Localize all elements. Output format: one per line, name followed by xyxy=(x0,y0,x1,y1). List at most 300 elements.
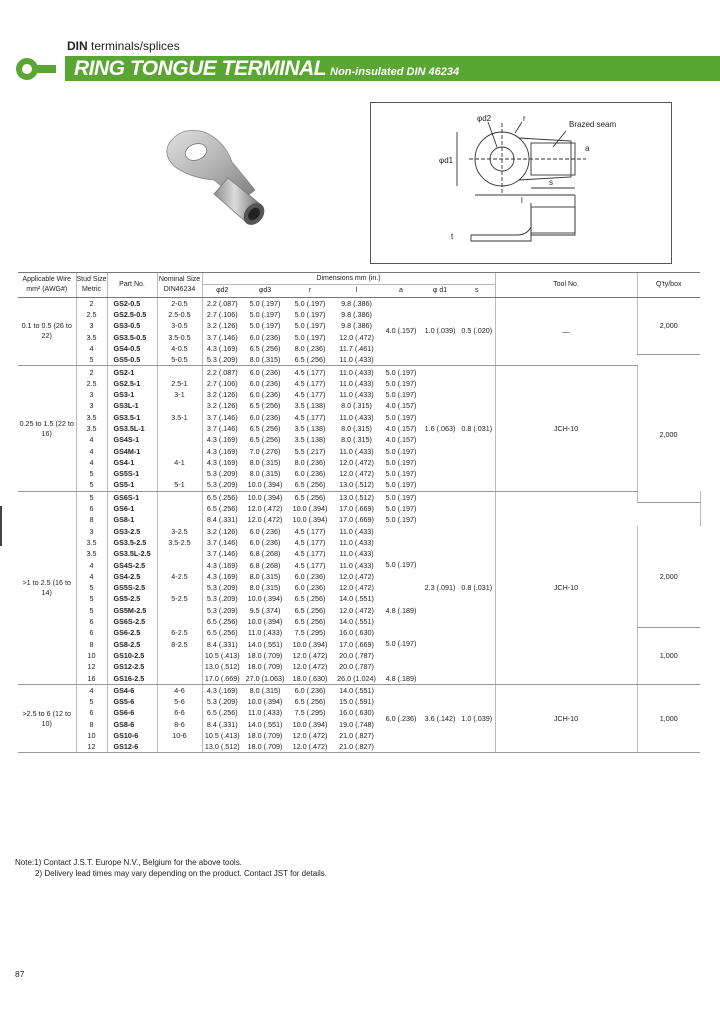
r-cell: 10.0 (.394) xyxy=(292,719,328,729)
tool-number-cell: JCH-10 xyxy=(495,491,637,684)
d2-cell: 8.4 (.331) xyxy=(202,639,242,650)
l-cell: 14.0 (.551) xyxy=(339,617,374,627)
l-cell: 11.0 (.433) xyxy=(332,354,381,366)
a-cell: 5.0 (.197) xyxy=(385,412,417,422)
nominal-size-cell xyxy=(157,503,202,514)
col-l: l xyxy=(332,285,381,297)
stud-size-cell: 8 xyxy=(76,639,107,650)
r-cell: 10.0 (.394) xyxy=(292,504,328,514)
d2-cell: 2.2 (.087) xyxy=(202,297,242,309)
part-number-cell: GS5M-2.5 xyxy=(107,605,157,616)
qty-cell: 1,000 xyxy=(637,684,700,753)
s-cell: 0.8 (.031) xyxy=(459,491,495,684)
nominal-size-cell: 5-1 xyxy=(157,479,202,491)
nominal-size-cell: 2-0.5 xyxy=(157,297,202,309)
l-cell: 11.0 (.433) xyxy=(339,390,374,400)
r-cell: 6.0 (.236) xyxy=(294,571,326,581)
nominal-size-cell: 5-6 xyxy=(157,696,202,707)
col-d1: φ d1 xyxy=(421,285,459,297)
a-cell: 6.0 (.236) xyxy=(381,684,421,753)
l-cell: 14.0 (.551) xyxy=(339,594,374,604)
d3-cell: 18.0 (.709) xyxy=(247,662,283,672)
d3-cell: 14.0 (.551) xyxy=(247,639,283,649)
r-cell: 4.5 (.177) xyxy=(294,390,326,400)
label-r: r xyxy=(523,114,526,123)
part-number-cell: GS6-6 xyxy=(107,707,157,718)
d1-cell: 2.3 (.091) xyxy=(421,491,459,684)
d3-cell: 9.5 (.374) xyxy=(249,605,281,615)
l-cell: 17.0 (.669) xyxy=(339,504,374,514)
d3-cell: 18.0 (.709) xyxy=(242,741,288,753)
l-cell: 11.0 (.433) xyxy=(339,367,374,377)
a-cell: 5.0 (.197) xyxy=(385,390,417,400)
d2-cell: 3.7 (.146) xyxy=(202,548,242,559)
ring-terminal-icon xyxy=(14,56,60,82)
r-cell: 6.5 (.256) xyxy=(294,697,326,707)
d2-cell: 5.3 (.209) xyxy=(202,593,242,604)
d2-cell: 3.2 (.126) xyxy=(202,320,242,331)
part-number-cell: GS3-2.5 xyxy=(107,526,157,537)
r-cell: 3.5 (.138) xyxy=(294,435,326,445)
part-number-cell: GS5-6 xyxy=(107,696,157,707)
d3-cell: 6.5 (.256) xyxy=(249,435,281,445)
d2-cell: 5.3 (.209) xyxy=(202,696,242,707)
d3-cell: 8.0 (.315) xyxy=(242,354,288,366)
nominal-size-cell xyxy=(157,445,202,456)
l-cell: 20.0 (.787) xyxy=(339,650,374,660)
l-cell: 11.0 (.433) xyxy=(339,378,374,388)
l-cell: 15.0 (.591) xyxy=(339,697,374,707)
r-cell: 18.0 (.630) xyxy=(288,672,332,684)
wire-size-cell: 0.25 to 1.5 (22 to 16) xyxy=(18,366,76,491)
r-cell: 5.0 (.197) xyxy=(294,321,326,331)
r-cell: 5.0 (.197) xyxy=(294,310,326,320)
r-cell: 12.0 (.472) xyxy=(292,662,328,672)
note-2: 2) Delivery lead times may vary depending on the product. Contact JST for details. xyxy=(35,869,327,878)
note-1: Note:1) Contact J.S.T. Europe N.V., Belgium for the above tools. xyxy=(15,858,242,867)
l-cell: 12.0 (.472) xyxy=(339,583,374,593)
l-cell: 11.0 (.433) xyxy=(339,549,374,559)
page-title: RING TONGUE TERMINAL Non-insulated DIN 46234 xyxy=(74,57,460,80)
nominal-size-cell: 8-6 xyxy=(157,719,202,730)
r-cell: 12.0 (.472) xyxy=(292,731,328,741)
nominal-size-cell: 3-0.5 xyxy=(157,320,202,331)
stud-size-cell: 10 xyxy=(76,730,107,741)
stud-size-cell: 4 xyxy=(76,571,107,582)
nominal-size-cell xyxy=(157,434,202,445)
d2-cell: 8.4 (.331) xyxy=(202,719,242,730)
d2-cell: 2.7 (.106) xyxy=(202,309,242,320)
wire-size-cell: >2.5 to 6 (12 to 10) xyxy=(18,684,76,753)
r-cell: 12.0 (.472) xyxy=(292,650,328,660)
d2-cell: 3.7 (.146) xyxy=(202,331,242,342)
tool-number-cell: — xyxy=(495,297,637,366)
part-number-cell: GS4-1 xyxy=(107,457,157,468)
d3-cell: 8.0 (.315) xyxy=(249,685,281,695)
col-d2: φd2 xyxy=(202,285,242,297)
r-cell: 6.5 (.256) xyxy=(288,354,332,366)
part-number-cell: GS3.5-2.5 xyxy=(107,537,157,548)
nominal-size-cell xyxy=(157,616,202,627)
l-cell: 21.0 (.827) xyxy=(339,731,374,741)
part-number-cell: GS16-2.5 xyxy=(107,672,157,684)
d2-cell: 2.7 (.106) xyxy=(202,378,242,389)
l-cell: 12.0 (.472) xyxy=(339,571,374,581)
d2-cell: 10.5 (.413) xyxy=(202,730,242,741)
nominal-size-cell: 4-0.5 xyxy=(157,343,202,354)
l-cell: 9.8 (.386) xyxy=(341,298,372,308)
nominal-size-cell: 3.5-2.5 xyxy=(157,537,202,548)
a-cell: 4.0 (.157) xyxy=(385,424,417,433)
d3-cell: 18.0 (.709) xyxy=(247,650,283,660)
d2-cell: 5.3 (.209) xyxy=(202,582,242,593)
stud-size-cell: 8 xyxy=(76,514,107,525)
d2-cell: 4.3 (.169) xyxy=(202,457,242,468)
nominal-size-cell: 8-2.5 xyxy=(157,639,202,650)
nominal-size-cell xyxy=(157,468,202,479)
d3-cell: 10.0 (.394) xyxy=(247,697,283,707)
table-row xyxy=(18,297,700,309)
l-cell: 16.0 (.630) xyxy=(339,628,374,638)
d2-cell: 2.2 (.087) xyxy=(202,366,242,378)
d3-cell: 6.5 (.256) xyxy=(249,343,281,353)
d1-cell: 1.6 (.063) xyxy=(421,366,459,491)
nominal-size-cell: 4-2.5 xyxy=(157,571,202,582)
r-cell: 8.0 (.236) xyxy=(294,343,326,353)
a-cell: 5.0 (.197) xyxy=(385,639,417,649)
label-d1: φd1 xyxy=(439,156,454,165)
r-cell: 6.5 (.256) xyxy=(294,594,326,604)
d3-cell: 6.8 (.268) xyxy=(249,560,281,570)
qty-cell: 1,000 xyxy=(637,627,700,684)
nominal-size-cell xyxy=(157,650,202,661)
d3-cell: 8.0 (.315) xyxy=(249,571,281,581)
l-cell: 12.0 (.472) xyxy=(339,332,374,342)
stud-size-cell: 6 xyxy=(76,503,107,514)
part-number-cell: GS2-0.5 xyxy=(107,297,157,309)
a-cell: 5.0 (.197) xyxy=(385,457,417,467)
footnotes xyxy=(15,857,327,879)
d3-cell: 6.0 (.236) xyxy=(249,332,281,342)
stud-size-cell: 2.5 xyxy=(76,309,107,320)
part-number-cell: GS5-0.5 xyxy=(107,354,157,366)
nominal-size-cell xyxy=(157,514,202,525)
nominal-size-cell: 3-2.5 xyxy=(157,526,202,537)
col-s: s xyxy=(459,285,495,297)
d3-cell: 11.0 (.433) xyxy=(247,628,283,638)
d2-cell: 6.5 (.256) xyxy=(202,627,242,638)
d2-cell: 5.3 (.209) xyxy=(202,354,242,366)
stud-size-cell: 16 xyxy=(76,672,107,684)
r-cell: 4.5 (.177) xyxy=(294,549,326,559)
l-cell: 12.0 (.472) xyxy=(339,469,374,479)
stud-size-cell: 12 xyxy=(76,661,107,672)
part-number-cell: GS4-6 xyxy=(107,684,157,696)
part-number-cell: GS5-1 xyxy=(107,479,157,491)
part-number-cell: GS8-6 xyxy=(107,719,157,730)
r-cell: 6.5 (.256) xyxy=(294,605,326,615)
tool-number-cell: JCH-10 xyxy=(495,684,637,753)
a-cell: 5.0 (.197) xyxy=(385,367,417,377)
a-cell: 5.0 (.197) xyxy=(385,515,417,525)
a-cell: 5.0 (.197) xyxy=(385,504,417,514)
qty-cell: 2,000 xyxy=(637,297,700,354)
r-cell: 4.5 (.177) xyxy=(294,560,326,570)
r-cell: 5.5 (.217) xyxy=(294,446,326,456)
d2-cell: 13.0 (.512) xyxy=(202,741,242,753)
r-cell: 6.5 (.256) xyxy=(288,479,332,491)
nominal-size-cell xyxy=(157,400,202,411)
stud-size-cell: 5 xyxy=(76,491,107,503)
part-number-cell: GS4S-1 xyxy=(107,434,157,445)
d3-cell: 6.5 (.256) xyxy=(249,401,281,411)
col-stud-size: Stud Size Metric xyxy=(76,273,107,298)
d2-cell: 10.5 (.413) xyxy=(202,650,242,661)
d3-cell: 7.0 (.276) xyxy=(249,446,281,456)
table-row xyxy=(18,684,700,696)
a-cell: 4.8 (.189) xyxy=(385,605,417,615)
stud-size-cell: 3 xyxy=(76,526,107,537)
stud-size-cell: 4 xyxy=(76,559,107,570)
d3-cell: 8.0 (.315) xyxy=(249,469,281,479)
nominal-size-cell xyxy=(157,661,202,672)
r-cell: 5.0 (.197) xyxy=(294,332,326,342)
d3-cell: 5.0 (.197) xyxy=(249,298,281,308)
stud-size-cell: 3.5 xyxy=(76,548,107,559)
r-cell: 5.0 (.197) xyxy=(294,298,326,308)
d2-cell: 4.3 (.169) xyxy=(202,571,242,582)
margin-mark xyxy=(0,506,2,546)
col-tool-no: Tool No. xyxy=(495,273,637,298)
d3-cell: 12.0 (.472) xyxy=(247,504,283,514)
stud-size-cell: 5 xyxy=(76,593,107,604)
nominal-size-cell xyxy=(157,491,202,503)
d2-cell: 3.7 (.146) xyxy=(202,412,242,423)
qty-cell: 2,000 xyxy=(637,366,700,503)
s-cell: 0.8 (.031) xyxy=(459,366,495,491)
part-number-cell: GS12-6 xyxy=(107,741,157,753)
col-dimensions: Dimensions mm (in.) xyxy=(202,273,495,285)
d3-cell: 5.0 (.197) xyxy=(249,310,281,320)
l-cell: 14.0 (.551) xyxy=(339,685,374,695)
r-cell: 4.5 (.177) xyxy=(294,378,326,388)
d2-cell: 3.2 (.126) xyxy=(202,389,242,400)
col-nominal-size: Nominal Size DIN46234 xyxy=(157,273,202,298)
d3-cell: 6.0 (.236) xyxy=(249,390,281,400)
page-number: 87 xyxy=(15,969,25,979)
nominal-size-cell: 5-0.5 xyxy=(157,354,202,366)
part-number-cell: GS8-2.5 xyxy=(107,639,157,650)
l-cell: 11.7 (.461) xyxy=(339,343,374,353)
stud-size-cell: 3 xyxy=(76,400,107,411)
l-cell: 11.0 (.433) xyxy=(339,526,374,536)
d3-cell: 6.5 (.256) xyxy=(249,424,281,433)
r-cell: 7.5 (.295) xyxy=(294,628,326,638)
nominal-size-cell: 6-6 xyxy=(157,707,202,718)
l-cell: 8.0 (.315) xyxy=(341,424,372,433)
a-cell: 5.0 (.197) xyxy=(381,479,421,491)
nominal-size-cell: 10-6 xyxy=(157,730,202,741)
wire-size-cell: >1 to 2.5 (16 to 14) xyxy=(18,491,76,684)
stud-size-cell: 6 xyxy=(76,616,107,627)
product-photo xyxy=(160,122,285,232)
d2-cell: 6.5 (.256) xyxy=(202,503,242,514)
stud-size-cell: 5 xyxy=(76,479,107,491)
d2-cell: 5.3 (.209) xyxy=(202,468,242,479)
stud-size-cell: 3.5 xyxy=(76,412,107,423)
spec-table xyxy=(18,272,700,753)
part-number-cell: GS2-1 xyxy=(107,366,157,378)
d1-cell: 3.6 (.142) xyxy=(421,684,459,753)
a-cell: 5.0 (.197) xyxy=(385,446,417,456)
category-label: DIN terminals/splices xyxy=(67,39,180,53)
r-cell: 10.0 (.394) xyxy=(292,639,328,649)
r-cell: 4.5 (.177) xyxy=(294,412,326,422)
r-cell: 6.5 (.256) xyxy=(294,492,326,502)
r-cell: 6.5 (.256) xyxy=(294,617,326,627)
page-subtitle: Non-insulated DIN 46234 xyxy=(330,66,460,78)
d3-cell: 10.0 (.394) xyxy=(247,492,283,502)
stud-size-cell: 3.5 xyxy=(76,537,107,548)
part-number-cell: GS6-2.5 xyxy=(107,627,157,638)
a-cell: 5.0 (.197) xyxy=(385,378,417,388)
col-applicable-wire: Applicable Wire mm² (AWG#) xyxy=(18,273,76,298)
nominal-size-cell: 3-1 xyxy=(157,389,202,400)
col-d3: φd3 xyxy=(242,285,288,297)
l-cell: 11.0 (.433) xyxy=(339,412,374,422)
stud-size-cell: 4 xyxy=(76,434,107,445)
nominal-size-cell xyxy=(157,559,202,570)
d2-cell: 3.2 (.126) xyxy=(202,400,242,411)
table-row xyxy=(18,366,700,378)
d3-cell: 14.0 (.551) xyxy=(247,719,283,729)
d3-cell: 18.0 (.709) xyxy=(247,731,283,741)
l-cell: 9.8 (.386) xyxy=(341,310,372,320)
d1-cell: 1.0 (.039) xyxy=(421,297,459,366)
part-number-cell: GS4-0.5 xyxy=(107,343,157,354)
a-cell: 5.0 (.197) xyxy=(385,492,417,502)
part-number-cell: GS3-1 xyxy=(107,389,157,400)
a-cell: 4.8 (.189) xyxy=(381,672,421,684)
d2-cell: 4.3 (.169) xyxy=(202,434,242,445)
d2-cell: 5.3 (.209) xyxy=(202,479,242,491)
col-part-no: Part No. xyxy=(107,273,157,298)
stud-size-cell: 6 xyxy=(76,707,107,718)
d3-cell: 5.0 (.197) xyxy=(249,321,281,331)
nominal-size-cell: 2.5-1 xyxy=(157,378,202,389)
d2-cell: 4.3 (.169) xyxy=(202,559,242,570)
part-number-cell: GS3.5L-1 xyxy=(107,423,157,434)
d3-cell: 12.0 (.472) xyxy=(247,515,283,525)
stud-size-cell: 3.5 xyxy=(76,423,107,434)
nominal-size-cell xyxy=(157,548,202,559)
part-number-cell: GS8-1 xyxy=(107,514,157,525)
a-cell: 4.0 (.157) xyxy=(381,297,421,366)
label-l: l xyxy=(521,196,523,205)
stud-size-cell: 5 xyxy=(76,696,107,707)
d2-cell: 6.5 (.256) xyxy=(202,707,242,718)
nominal-size-cell xyxy=(157,741,202,753)
stud-size-cell: 3.5 xyxy=(76,331,107,342)
d3-cell: 10.0 (.394) xyxy=(247,617,283,627)
d2-cell: 8.4 (.331) xyxy=(202,514,242,525)
l-cell: 11.0 (.433) xyxy=(339,560,374,570)
r-cell: 4.5 (.177) xyxy=(294,367,326,377)
dimension-drawing xyxy=(370,102,672,264)
r-cell: 6.0 (.236) xyxy=(294,583,326,593)
nominal-size-cell xyxy=(157,605,202,616)
a-cell: 4.0 (.157) xyxy=(385,435,417,445)
part-number-cell: GS2.5-0.5 xyxy=(107,309,157,320)
part-number-cell: GS3L-1 xyxy=(107,400,157,411)
d2-cell: 13.0 (.512) xyxy=(202,661,242,672)
d2-cell: 3.2 (.126) xyxy=(202,526,242,537)
part-number-cell: GS5S-1 xyxy=(107,468,157,479)
d3-cell: 6.8 (.268) xyxy=(249,549,281,559)
part-number-cell: GS6S-2.5 xyxy=(107,616,157,627)
r-cell: 4.5 (.177) xyxy=(294,526,326,536)
r-cell: 8.0 (.236) xyxy=(294,457,326,467)
stud-size-cell: 10 xyxy=(76,650,107,661)
stud-size-cell: 5 xyxy=(76,468,107,479)
stud-size-cell: 3 xyxy=(76,320,107,331)
d3-cell: 6.0 (.236) xyxy=(249,526,281,536)
l-cell: 20.0 (.787) xyxy=(339,662,374,672)
part-number-cell: GS5-2.5 xyxy=(107,593,157,604)
part-number-cell: GS6S-1 xyxy=(107,491,157,503)
stud-size-cell: 4 xyxy=(76,684,107,696)
nominal-size-cell xyxy=(157,582,202,593)
l-cell: 17.0 (.669) xyxy=(339,515,374,525)
d3-cell: 8.0 (.315) xyxy=(249,457,281,467)
l-cell: 12.0 (.472) xyxy=(339,457,374,467)
d3-cell: 10.0 (.394) xyxy=(242,479,288,491)
part-number-cell: GS3.5-1 xyxy=(107,412,157,423)
part-number-cell: GS3-0.5 xyxy=(107,320,157,331)
l-cell: 11.0 (.433) xyxy=(339,446,374,456)
d2-cell: 4.3 (.169) xyxy=(202,343,242,354)
qty-cell: 2,000 xyxy=(637,526,700,628)
a-cell: 5.0 (.197) xyxy=(385,469,417,479)
r-cell: 6.0 (.236) xyxy=(294,685,326,695)
l-cell: 13.0 (.512) xyxy=(332,479,381,491)
d2-cell: 4.3 (.169) xyxy=(202,684,242,696)
nominal-size-cell xyxy=(157,423,202,434)
part-number-cell: GS4M-1 xyxy=(107,445,157,456)
d3-cell: 6.0 (.236) xyxy=(249,367,281,377)
r-cell: 10.0 (.394) xyxy=(292,515,328,525)
r-cell: 6.0 (.236) xyxy=(294,469,326,479)
part-number-cell: GS4-2.5 xyxy=(107,571,157,582)
stud-size-cell: 6 xyxy=(76,627,107,638)
r-cell: 3.5 (.138) xyxy=(294,424,326,433)
stud-size-cell: 4 xyxy=(76,343,107,354)
d3-cell: 6.0 (.236) xyxy=(249,412,281,422)
wire-size-cell: 0.1 to 0.5 (26 to 22) xyxy=(18,297,76,366)
l-cell: 11.0 (.433) xyxy=(339,537,374,547)
nominal-size-cell: 3.5-0.5 xyxy=(157,331,202,342)
d2-cell: 17.0 (.669) xyxy=(202,672,242,684)
label-s: s xyxy=(549,178,553,187)
label-a: a xyxy=(585,144,590,153)
d2-cell: 4.3 (.169) xyxy=(202,445,242,456)
nominal-size-cell: 4-1 xyxy=(157,457,202,468)
d3-cell: 6.0 (.236) xyxy=(249,537,281,547)
label-d2: φd2 xyxy=(477,114,492,123)
l-cell: 13.0 (.512) xyxy=(339,492,374,502)
col-r: r xyxy=(288,285,332,297)
stud-size-cell: 2 xyxy=(76,366,107,378)
